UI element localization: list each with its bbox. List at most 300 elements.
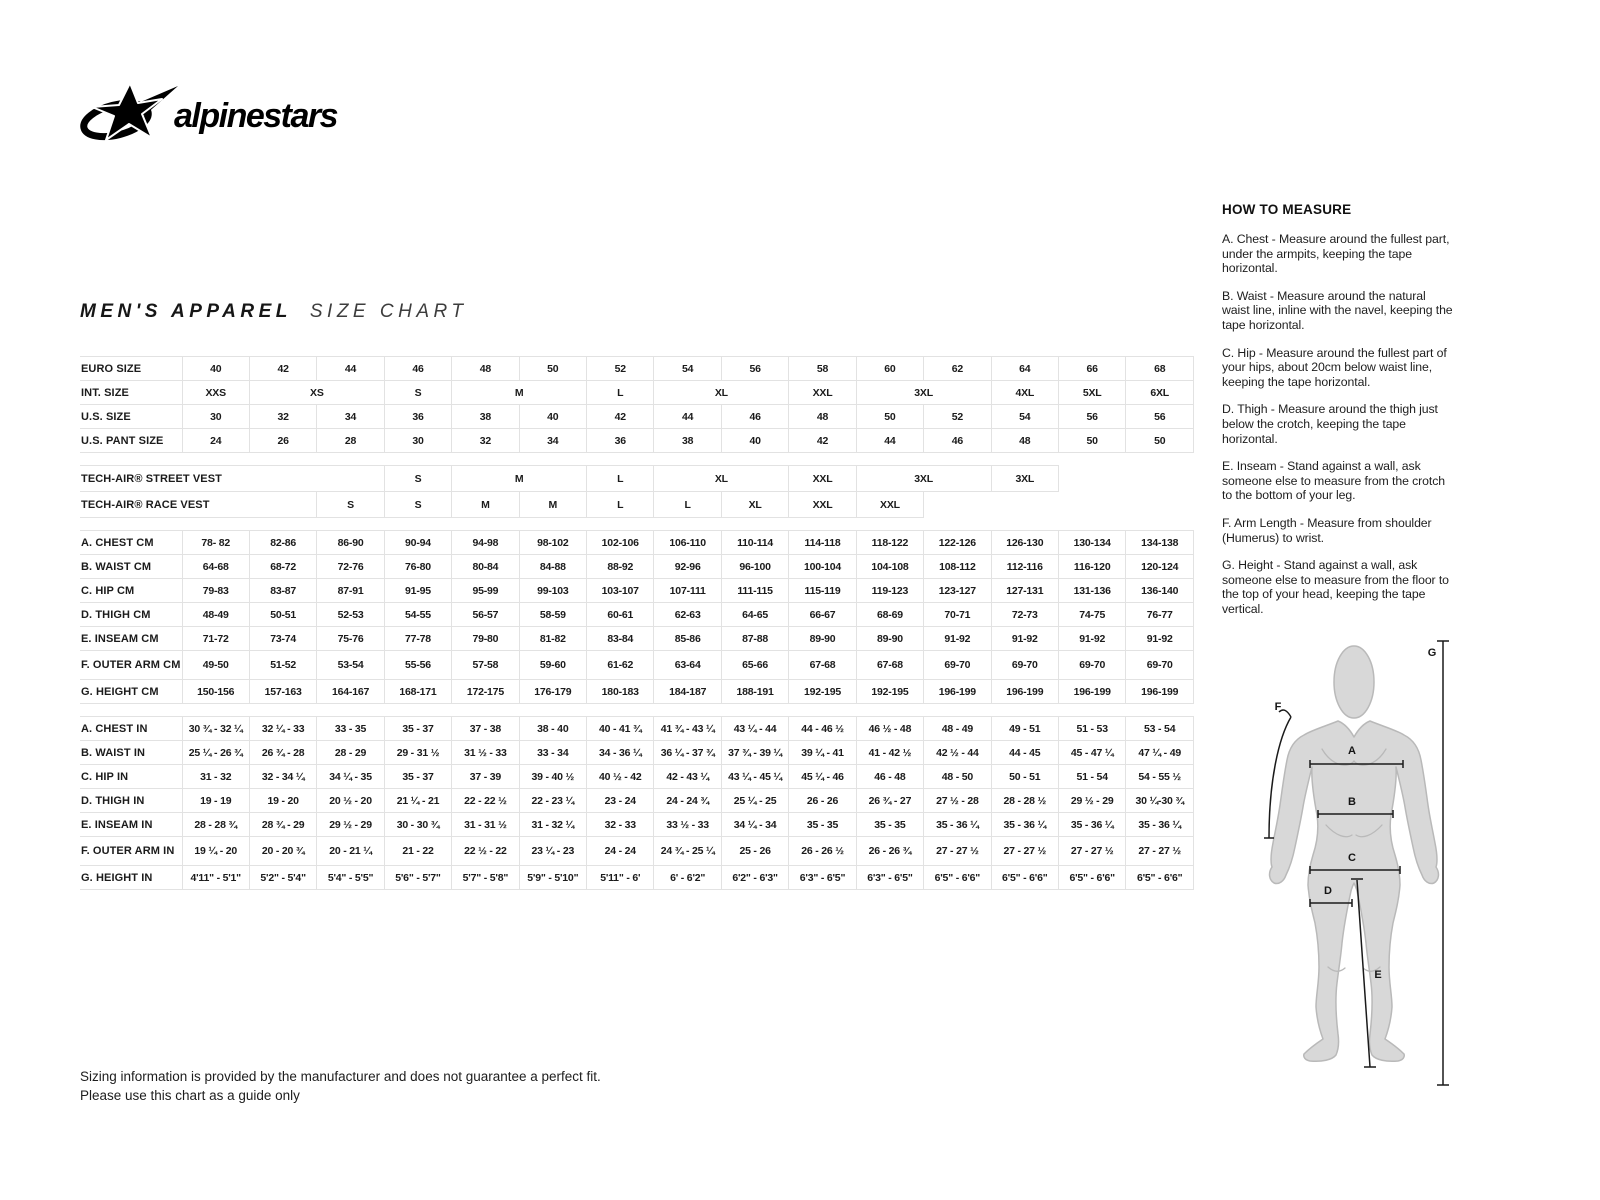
size-cell: 40 ½ - 42 <box>587 765 654 789</box>
size-cell: 35 - 35 <box>789 813 856 837</box>
size-cell: 54 - 55 ½ <box>1126 765 1194 789</box>
size-cell: 84-88 <box>519 555 586 579</box>
size-cell: 32 - 33 <box>587 813 654 837</box>
size-cell: 57-58 <box>452 651 519 680</box>
size-cell: 25 ¼ - 26 ¾ <box>182 741 249 765</box>
size-cell: 34 <box>519 429 586 453</box>
size-cell: 33 ½ - 33 <box>654 813 721 837</box>
size-cell: 52 <box>924 405 991 429</box>
size-cell: 6'2" - 6'3" <box>721 866 788 890</box>
row-label: E. INSEAM IN <box>80 813 182 837</box>
size-cell: 23 ¼ - 23 <box>519 837 586 866</box>
title-secondary: SIZE CHART <box>309 301 468 322</box>
size-cell: 6'3" - 6'5" <box>856 866 923 890</box>
size-cell: 48 <box>452 357 519 381</box>
size-cell: 157-163 <box>249 680 316 704</box>
size-cell: 176-179 <box>519 680 586 704</box>
size-cell: 67-68 <box>856 651 923 680</box>
astar-icon <box>80 83 178 143</box>
size-table-body <box>80 357 1194 890</box>
size-cell: 41 - 42 ½ <box>856 741 923 765</box>
size-cell: XL <box>721 492 788 518</box>
size-cell: 91-92 <box>1126 627 1194 651</box>
size-cell: 55-56 <box>384 651 451 680</box>
size-cell: 79-83 <box>182 579 249 603</box>
table-row <box>80 789 1194 813</box>
size-cell: 29 ½ - 29 <box>317 813 384 837</box>
size-cell: 32 - 34 ¼ <box>249 765 316 789</box>
size-cell: L <box>587 381 654 405</box>
size-cell: 64 <box>991 357 1058 381</box>
row-label: TECH-AIR® STREET VEST <box>80 466 384 492</box>
size-cell: 31 - 32 <box>182 765 249 789</box>
size-cell: 110-114 <box>721 531 788 555</box>
size-cell: 40 <box>519 405 586 429</box>
size-cell: 87-88 <box>721 627 788 651</box>
size-cell: 39 ¼ - 41 <box>789 741 856 765</box>
size-cell: 40 <box>721 429 788 453</box>
size-cell: 85-86 <box>654 627 721 651</box>
size-cell: 44 <box>654 405 721 429</box>
size-cell: 91-92 <box>991 627 1058 651</box>
size-cell: 25 - 26 <box>721 837 788 866</box>
size-cell: 6'5" - 6'6" <box>924 866 991 890</box>
size-cell: 42 ½ - 44 <box>924 741 991 765</box>
size-cell: 65-66 <box>721 651 788 680</box>
size-cell: 35 - 36 ¼ <box>991 813 1058 837</box>
size-cell: 3XL <box>991 466 1058 492</box>
size-cell: 61-62 <box>587 651 654 680</box>
size-cell: 22 - 22 ½ <box>452 789 519 813</box>
size-cell: 35 - 36 ¼ <box>1126 813 1194 837</box>
size-cell: 79-80 <box>452 627 519 651</box>
size-cell <box>924 492 1194 518</box>
size-cell: 62 <box>924 357 991 381</box>
size-cell: 69-70 <box>1126 651 1194 680</box>
size-cell: 4'11" - 5'1" <box>182 866 249 890</box>
size-cell: 134-138 <box>1126 531 1194 555</box>
size-cell: 26 - 26 ¾ <box>856 837 923 866</box>
size-cell: 50 <box>1058 429 1125 453</box>
size-cell: 31 - 31 ½ <box>452 813 519 837</box>
size-cell: 26 ¾ - 27 <box>856 789 923 813</box>
table-row <box>80 741 1194 765</box>
size-cell: 100-104 <box>789 555 856 579</box>
size-table <box>80 356 1194 890</box>
size-cell: 77-78 <box>384 627 451 651</box>
size-cell: 44 <box>317 357 384 381</box>
size-cell: 37 ¾ - 39 ¼ <box>721 741 788 765</box>
table-spacer-row <box>80 453 1194 466</box>
size-cell: M <box>452 466 587 492</box>
size-cell: 53-54 <box>317 651 384 680</box>
disclaimer <box>80 1067 601 1105</box>
size-cell: 6'5" - 6'6" <box>1126 866 1194 890</box>
size-cell: 103-107 <box>587 579 654 603</box>
row-label: G. HEIGHT IN <box>80 866 182 890</box>
size-cell: 43 ¼ - 45 ¼ <box>721 765 788 789</box>
size-cell: 56 <box>1126 405 1194 429</box>
measure-panel <box>1222 202 1456 629</box>
size-cell: 73-74 <box>249 627 316 651</box>
size-cell: 46 <box>721 405 788 429</box>
measure-list <box>1222 232 1456 616</box>
size-cell: 6'5" - 6'6" <box>1058 866 1125 890</box>
size-cell: 56-57 <box>452 603 519 627</box>
measure-item: C. Hip - Measure around the fullest part of your hips, about 20cm below waist line, keeping the tape horizontal. <box>1222 345 1447 389</box>
size-cell: 38 <box>654 429 721 453</box>
size-cell: 42 <box>789 429 856 453</box>
size-cell: 136-140 <box>1126 579 1194 603</box>
size-cell: 64-65 <box>721 603 788 627</box>
size-cell: 87-91 <box>317 579 384 603</box>
size-cell: 95-99 <box>452 579 519 603</box>
size-cell: 48-49 <box>182 603 249 627</box>
title-primary: MEN'S APPAREL <box>80 301 292 322</box>
size-cell: 106-110 <box>654 531 721 555</box>
size-cell: 188-191 <box>721 680 788 704</box>
measure-item: G. Height - Stand against a wall, ask someone else to measure from the floor to the top of your head, keeping the tape vertical. <box>1222 558 1449 616</box>
size-cell: 32 <box>249 405 316 429</box>
size-cell: 27 - 27 ½ <box>924 837 991 866</box>
size-cell: 130-134 <box>1058 531 1125 555</box>
size-cell: 6'5" - 6'6" <box>991 866 1058 890</box>
row-label: G. HEIGHT CM <box>80 680 182 704</box>
size-cell: 91-92 <box>1058 627 1125 651</box>
size-cell: 35 - 37 <box>384 717 451 741</box>
size-cell: 39 - 40 ½ <box>519 765 586 789</box>
size-cell: 53 - 54 <box>1126 717 1194 741</box>
table-row <box>80 813 1194 837</box>
size-cell: 91-92 <box>924 627 991 651</box>
row-label: F. OUTER ARM CM <box>80 651 182 680</box>
size-cell: 127-131 <box>991 579 1058 603</box>
size-cell: 28 - 29 <box>317 741 384 765</box>
table-row <box>80 531 1194 555</box>
size-cell: 107-111 <box>654 579 721 603</box>
table-row <box>80 651 1194 680</box>
size-cell: 90-94 <box>384 531 451 555</box>
size-cell: 46 <box>384 357 451 381</box>
size-cell: 43 ¼ - 44 <box>721 717 788 741</box>
size-cell: 66-67 <box>789 603 856 627</box>
size-cell: 34 <box>317 405 384 429</box>
row-label: A. CHEST IN <box>80 717 182 741</box>
size-cell: 164-167 <box>317 680 384 704</box>
size-cell: 56 <box>721 357 788 381</box>
table-row <box>80 627 1194 651</box>
size-cell: 34 - 36 ¼ <box>587 741 654 765</box>
size-cell: 46 ½ - 48 <box>856 717 923 741</box>
size-cell: 44 - 46 ½ <box>789 717 856 741</box>
size-cell: 36 <box>587 429 654 453</box>
size-cell: 28 ¾ - 29 <box>249 813 316 837</box>
size-cell: 31 ½ - 33 <box>452 741 519 765</box>
size-cell: 28 - 28 ¾ <box>182 813 249 837</box>
size-cell: 26 - 26 ½ <box>789 837 856 866</box>
size-cell: 42 <box>587 405 654 429</box>
size-cell: 108-112 <box>924 555 991 579</box>
size-cell: 40 - 41 ¾ <box>587 717 654 741</box>
size-cell: 50 <box>1126 429 1194 453</box>
size-cell: 25 ¼ - 25 <box>721 789 788 813</box>
table-row <box>80 492 1194 518</box>
size-cell: 24 - 24 ¾ <box>654 789 721 813</box>
size-cell: 60 <box>856 357 923 381</box>
size-cell: 6XL <box>1126 381 1194 405</box>
size-cell: 96-100 <box>721 555 788 579</box>
size-cell: 72-73 <box>991 603 1058 627</box>
size-cell: 99-103 <box>519 579 586 603</box>
size-cell: 50 - 51 <box>991 765 1058 789</box>
size-cell: M <box>519 492 586 518</box>
size-cell: 62-63 <box>654 603 721 627</box>
disclaimer-line-2: Please use this chart as a guide only <box>80 1088 300 1103</box>
size-cell: 192-195 <box>789 680 856 704</box>
table-spacer-row <box>80 518 1194 531</box>
size-cell: 120-124 <box>1126 555 1194 579</box>
size-cell: 54-55 <box>384 603 451 627</box>
size-cell: XL <box>654 466 789 492</box>
size-cell: 71-72 <box>182 627 249 651</box>
size-cell: 86-90 <box>317 531 384 555</box>
size-cell: 150-156 <box>182 680 249 704</box>
size-cell: 58-59 <box>519 603 586 627</box>
size-cell: 52 <box>587 357 654 381</box>
size-cell: 24 <box>182 429 249 453</box>
size-cell: 5'4" - 5'5" <box>317 866 384 890</box>
size-cell: 35 - 36 ¼ <box>1058 813 1125 837</box>
size-cell: 27 ½ - 28 <box>924 789 991 813</box>
size-cell: S <box>317 492 384 518</box>
size-cell: XL <box>654 381 789 405</box>
row-label: A. CHEST CM <box>80 531 182 555</box>
size-cell: 92-96 <box>654 555 721 579</box>
row-label: B. WAIST CM <box>80 555 182 579</box>
size-cell: L <box>587 466 654 492</box>
size-cell: 116-120 <box>1058 555 1125 579</box>
size-cell: 115-119 <box>789 579 856 603</box>
size-cell: 76-80 <box>384 555 451 579</box>
table-row <box>80 603 1194 627</box>
size-cell: 32 <box>452 429 519 453</box>
size-cell: 6' - 6'2" <box>654 866 721 890</box>
size-cell: 31 - 32 ¼ <box>519 813 586 837</box>
size-cell: 46 - 48 <box>856 765 923 789</box>
size-cell: 192-195 <box>856 680 923 704</box>
measure-heading: HOW TO MEASURE <box>1222 202 1352 217</box>
size-cell: 21 - 22 <box>384 837 451 866</box>
size-cell: 112-116 <box>991 555 1058 579</box>
size-cell: 98-102 <box>519 531 586 555</box>
row-label: C. HIP CM <box>80 579 182 603</box>
size-cell: 4XL <box>991 381 1058 405</box>
size-cell: 66 <box>1058 357 1125 381</box>
size-cell: 30 <box>384 429 451 453</box>
size-cell: 56 <box>1058 405 1125 429</box>
size-cell: 20 - 20 ¾ <box>249 837 316 866</box>
size-cell: 82-86 <box>249 531 316 555</box>
size-cell: 5'2" - 5'4" <box>249 866 316 890</box>
size-cell: 80-84 <box>452 555 519 579</box>
row-label: E. INSEAM CM <box>80 627 182 651</box>
row-label: U.S. SIZE <box>80 405 182 429</box>
size-cell: 69-70 <box>924 651 991 680</box>
size-cell: XXL <box>789 492 856 518</box>
size-cell: 196-199 <box>1126 680 1194 704</box>
size-cell: 34 ¼ - 34 <box>721 813 788 837</box>
size-cell: 19 ¼ - 20 <box>182 837 249 866</box>
table-row <box>80 765 1194 789</box>
row-label: B. WAIST IN <box>80 741 182 765</box>
size-cell: 172-175 <box>452 680 519 704</box>
size-cell: 33 - 34 <box>519 741 586 765</box>
size-cell: 26 ¾ - 28 <box>249 741 316 765</box>
size-cell: 81-82 <box>519 627 586 651</box>
size-cell: 23 - 24 <box>587 789 654 813</box>
size-cell: 83-84 <box>587 627 654 651</box>
size-cell: XXS <box>182 381 249 405</box>
size-cell: 26 <box>249 429 316 453</box>
size-cell: 54 <box>991 405 1058 429</box>
label-chest: A <box>1348 745 1356 757</box>
size-cell: 44 - 45 <box>991 741 1058 765</box>
size-cell: 30 - 30 ¾ <box>384 813 451 837</box>
size-cell: 22 ½ - 22 <box>452 837 519 866</box>
size-cell: 38 <box>452 405 519 429</box>
size-cell: S <box>384 466 451 492</box>
size-cell: 45 ¼ - 46 <box>789 765 856 789</box>
size-cell: S <box>384 381 451 405</box>
size-cell: 102-106 <box>587 531 654 555</box>
size-cell: 196-199 <box>1058 680 1125 704</box>
size-cell: 5'9" - 5'10" <box>519 866 586 890</box>
size-cell: 83-87 <box>249 579 316 603</box>
size-cell: 63-64 <box>654 651 721 680</box>
size-cell: 118-122 <box>856 531 923 555</box>
size-cell: 180-183 <box>587 680 654 704</box>
size-cell: 20 - 21 ¼ <box>317 837 384 866</box>
size-cell: XXL <box>856 492 923 518</box>
size-cell: 41 ¾ - 43 ¼ <box>654 717 721 741</box>
row-label: INT. SIZE <box>80 381 182 405</box>
size-cell: 46 <box>924 429 991 453</box>
table-row <box>80 837 1194 866</box>
size-cell: 48 - 49 <box>924 717 991 741</box>
size-cell: 37 - 38 <box>452 717 519 741</box>
size-cell: 32 ¼ - 33 <box>249 717 316 741</box>
label-inseam: E <box>1374 969 1382 981</box>
table-row <box>80 717 1194 741</box>
size-cell: 52-53 <box>317 603 384 627</box>
size-cell: 40 <box>182 357 249 381</box>
size-cell: 24 ¾ - 25 ¼ <box>654 837 721 866</box>
size-cell: 196-199 <box>991 680 1058 704</box>
size-cell: 89-90 <box>856 627 923 651</box>
size-cell: 5'7" - 5'8" <box>452 866 519 890</box>
size-cell: 47 ¼ - 49 <box>1126 741 1194 765</box>
table-row <box>80 866 1194 890</box>
measure-item: E. Inseam - Stand against a wall, ask someone else to measure from the crotch to the bottom of your leg. <box>1222 459 1446 503</box>
size-cell: 131-136 <box>1058 579 1125 603</box>
size-cell: S <box>384 492 451 518</box>
size-cell: 75-76 <box>317 627 384 651</box>
table-spacer-row <box>80 704 1194 717</box>
size-cell: 37 - 39 <box>452 765 519 789</box>
size-cell: 196-199 <box>924 680 991 704</box>
size-cell: 72-76 <box>317 555 384 579</box>
size-cell: 19 - 19 <box>182 789 249 813</box>
table-row <box>80 357 1194 381</box>
table-row <box>80 466 1194 492</box>
size-cell: 35 - 37 <box>384 765 451 789</box>
table-row <box>80 405 1194 429</box>
row-label: D. THIGH CM <box>80 603 182 627</box>
table-row <box>80 680 1194 704</box>
size-cell: 3XL <box>856 466 991 492</box>
size-cell: 111-115 <box>721 579 788 603</box>
size-cell: 35 - 36 ¼ <box>924 813 991 837</box>
label-waist: B <box>1348 796 1356 808</box>
logo-wordmark: alpinestars <box>174 97 338 135</box>
size-cell: 48 - 50 <box>924 765 991 789</box>
size-cell: 58 <box>789 357 856 381</box>
size-cell: 60-61 <box>587 603 654 627</box>
size-cell: 48 <box>789 405 856 429</box>
size-cell <box>1058 466 1193 492</box>
size-cell: 119-123 <box>856 579 923 603</box>
height-measure-line <box>1437 641 1449 1085</box>
body-measurement-diagram <box>1238 633 1560 1095</box>
size-cell: 123-127 <box>924 579 991 603</box>
row-label: U.S. PANT SIZE <box>80 429 182 453</box>
size-cell: 126-130 <box>991 531 1058 555</box>
size-cell: 30 ¼-30 ¾ <box>1126 789 1194 813</box>
size-cell: 51 - 53 <box>1058 717 1125 741</box>
size-cell: 114-118 <box>789 531 856 555</box>
size-cell: 184-187 <box>654 680 721 704</box>
size-cell: 28 <box>317 429 384 453</box>
size-cell: 19 - 20 <box>249 789 316 813</box>
size-cell: 5XL <box>1058 381 1125 405</box>
size-cell: 29 - 31 ½ <box>384 741 451 765</box>
size-cell: 27 - 27 ½ <box>1126 837 1194 866</box>
measure-item: A. Chest - Measure around the fullest part, under the armpits, keeping the tape horizontal. <box>1222 232 1450 276</box>
row-label: TECH-AIR® RACE VEST <box>80 492 317 518</box>
size-cell: 78- 82 <box>182 531 249 555</box>
size-cell: L <box>654 492 721 518</box>
size-cell: 168-171 <box>384 680 451 704</box>
size-cell: 26 - 26 <box>789 789 856 813</box>
size-cell: 50 <box>856 405 923 429</box>
size-cell: 70-71 <box>924 603 991 627</box>
size-cell: 36 ¼ - 37 ¾ <box>654 741 721 765</box>
size-cell: 74-75 <box>1058 603 1125 627</box>
size-cell: 67-68 <box>789 651 856 680</box>
size-cell: 20 ½ - 20 <box>317 789 384 813</box>
row-label: F. OUTER ARM IN <box>80 837 182 866</box>
size-cell: 50-51 <box>249 603 316 627</box>
size-cell: XXL <box>789 466 856 492</box>
measure-item: F. Arm Length - Measure from shoulder (Humerus) to wrist. <box>1222 515 1432 545</box>
size-cell: 27 - 27 ½ <box>1058 837 1125 866</box>
size-cell: XS <box>249 381 384 405</box>
label-hip: C <box>1348 852 1356 864</box>
table-row <box>80 579 1194 603</box>
label-height: G <box>1427 647 1437 659</box>
disclaimer-line-1: Sizing information is provided by the manufacturer and does not guarantee a perfect fit. <box>80 1069 601 1084</box>
size-cell: 38 - 40 <box>519 717 586 741</box>
